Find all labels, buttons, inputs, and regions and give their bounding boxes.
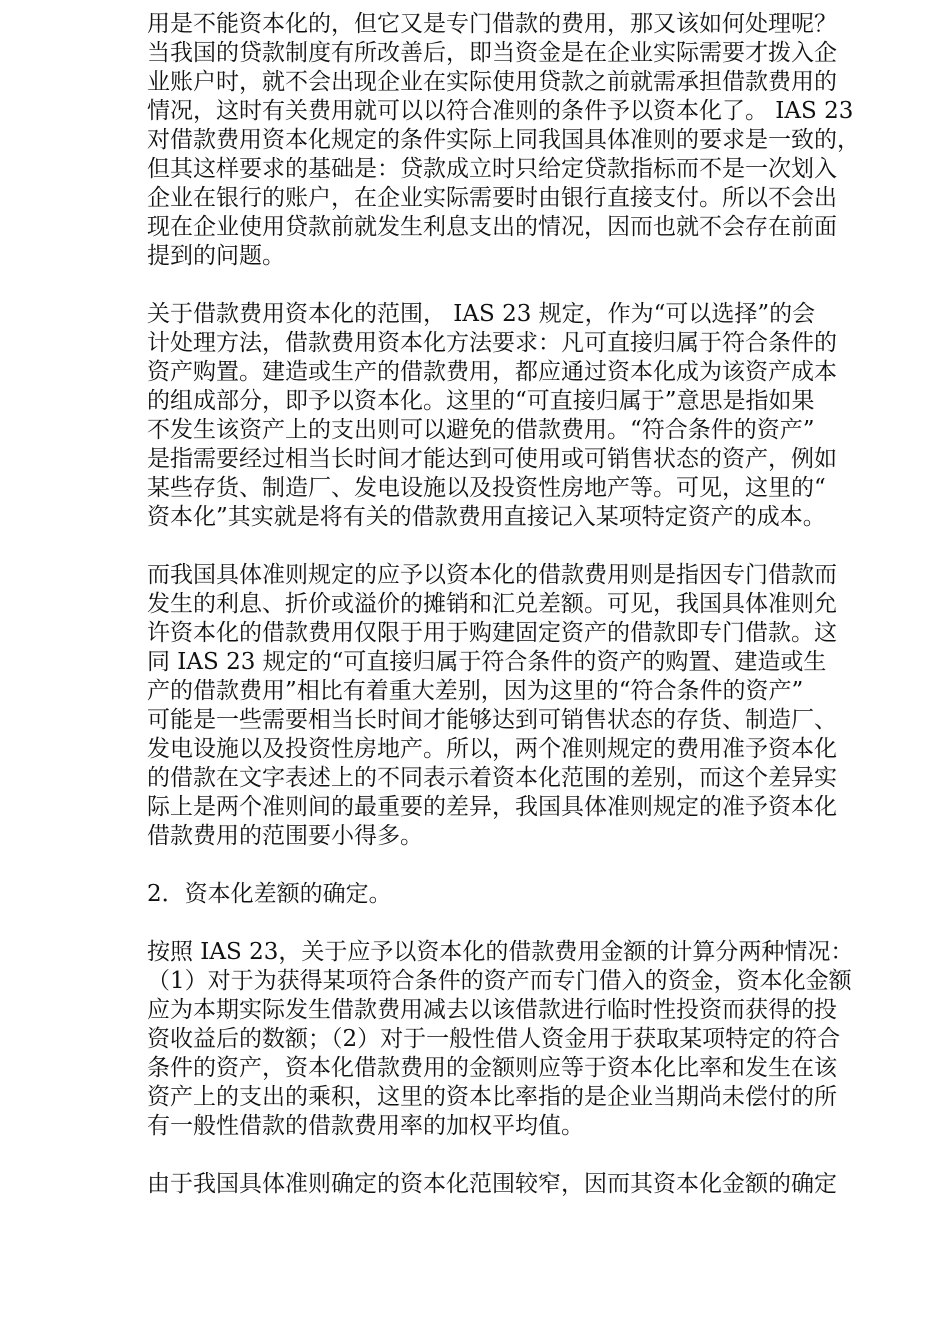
text-line: 某些存货、制造厂、发电设施以及投资性房地产等。可见，这里的“ [147, 475, 826, 501]
text-line: 资本化”其实就是将有关的借款费用直接记入某项特定资产的成本。 [147, 504, 826, 530]
section-heading-text: 2．资本化差额的确定。 [147, 881, 392, 907]
text-line: 而我国具体准则规定的应予以资本化的借款费用则是指因专门借款而 [147, 562, 837, 588]
text-line: 用是不能资本化的，但它又是专门借款的费用，那又该如何处理呢？ [147, 11, 837, 37]
paragraph-domestic-standard [147, 561, 877, 851]
text-line: 但其这样要求的基础是：贷款成立时只给定贷款指标而不是一次划入 [147, 156, 837, 182]
text-line: 情况，这时有关费用就可以以符合准则的条件予以资本化了。 IAS 23 [147, 98, 854, 124]
text-line: 按照 IAS 23，关于应予以资本化的借款费用金额的计算分两种情况： [147, 939, 854, 965]
text-line: 计处理方法，借款费用资本化方法要求：凡可直接归属于符合条件的 [147, 330, 837, 356]
section-heading [147, 880, 877, 909]
text-line: 资收益后的数额；（2）对于一般性借人资金用于获取某项特定的符合 [147, 1026, 841, 1052]
text-line: 业账户时，就不会出现企业在实际使用贷款之前就需承担借款费用的 [147, 69, 837, 95]
text-line: 有一般性借款的借款费用率的加权平均值。 [147, 1113, 584, 1139]
text-line: 当我国的贷款制度有所改善后，即当资金是在企业实际需要才拨入企 [147, 40, 837, 66]
paragraph-ias23-calculation [147, 938, 877, 1141]
text-line: （1）对于为获得某项符合条件的资产而专门借入的资金，资本化金额 [147, 968, 852, 994]
paragraph-capitalization-conditions [147, 10, 877, 271]
text-line: 资产上的支出的乘积，这里的资本比率指的是企业当期尚未偿付的所 [147, 1084, 837, 1110]
paragraph-domestic-amount [147, 1170, 877, 1199]
text-line: 的借款在文字表述上的不同表示着资本化范围的差别，而这个差异实 [147, 765, 837, 791]
text-line: 企业在银行的账户，在企业实际需要时由银行直接支付。所以不会出 [147, 185, 837, 211]
text-line: 对借款费用资本化规定的条件实际上同我国具体准则的要求是一致的， [147, 127, 860, 153]
text-line: 是指需要经过相当长时间才能达到可使用或可销售状态的资产，例如 [147, 446, 837, 472]
text-line: 应为本期实际发生借款费用减去以该借款进行临时性投资而获得的投 [147, 997, 837, 1023]
text-line: 产的借款费用”相比有着重大差别，因为这里的“符合条件的资产” [147, 678, 804, 704]
text-line: 由于我国具体准则确定的资本化范围较窄，因而其资本化金额的确定 [147, 1171, 837, 1197]
text-line: 同 IAS 23 规定的“可直接归属于符合条件的资产的购置、建造或生 [147, 649, 827, 675]
text-line: 不发生该资产上的支出则可以避免的借款费用。“符合条件的资产” [147, 417, 815, 443]
text-line: 借款费用的范围要小得多。 [147, 823, 423, 849]
text-line: 资产购置。建造或生产的借款费用，都应通过资本化成为该资产成本 [147, 359, 837, 385]
text-line: 许资本化的借款费用仅限于用于购建固定资产的借款即专门借款。这 [147, 620, 837, 646]
text-line: 可能是一些需要相当长时间才能够达到可销售状态的存货、制造厂、 [147, 707, 837, 733]
paragraph-capitalization-scope [147, 300, 877, 532]
text-line: 际上是两个准则间的最重要的差异，我国具体准则规定的准予资本化 [147, 794, 837, 820]
text-line: 关于借款费用资本化的范围， IAS 23 规定，作为“可以选择”的会 [147, 301, 816, 327]
text-line: 提到的问题。 [147, 243, 285, 269]
document-body [147, 10, 877, 1228]
text-line: 发电设施以及投资性房地产。所以，两个准则规定的费用准予资本化 [147, 736, 837, 762]
text-line: 的组成部分，即予以资本化。这里的“可直接归属于”意思是指如果 [147, 388, 815, 414]
text-line: 现在企业使用贷款前就发生利息支出的情况，因而也就不会存在前面 [147, 214, 837, 240]
text-line: 发生的利息、折价或溢价的摊销和汇兑差额。可见，我国具体准则允 [147, 591, 837, 617]
text-line: 条件的资产，资本化借款费用的金额则应等于资本化比率和发生在该 [147, 1055, 837, 1081]
